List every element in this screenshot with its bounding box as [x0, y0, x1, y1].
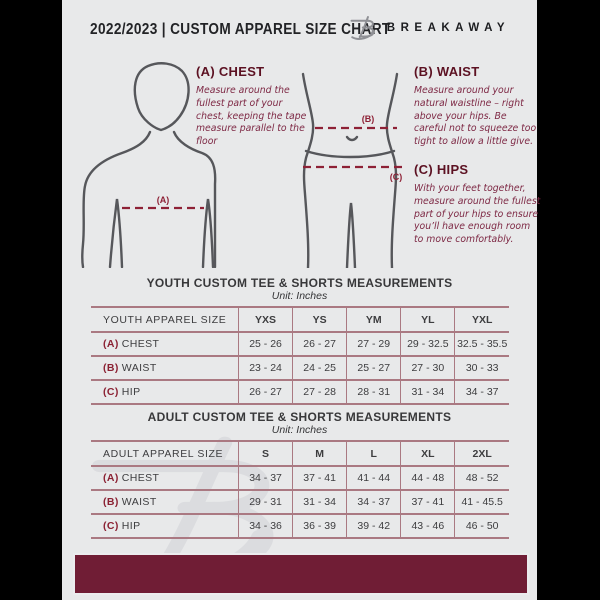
row-label: WAIST: [121, 362, 157, 374]
page-title: 2022/2023 | CUSTOM APPAREL SIZE CHART: [90, 21, 391, 38]
youth-section-title: YOUTH CUSTOM TEE & SHORTS MEASUREMENTS: [146, 276, 453, 290]
brand-name: BREAKAWAY: [386, 21, 510, 34]
row-label: HIP: [121, 520, 141, 532]
breakaway-b-logo-icon: [350, 14, 380, 41]
table-cell: 25 - 27: [347, 356, 401, 380]
hips-guide-text: With your feet together, measure around the fullest part of your hips to ensure you’ll have enough room to move comfortably.: [414, 183, 541, 246]
waist-guide-text: Measure around your natural waistline – right above your hips. Be careful not to squeeze too tight to allow a little give.: [414, 85, 537, 148]
table-cell: 48 - 52: [455, 466, 509, 490]
table-cell: 28 - 31: [347, 380, 401, 404]
youth-waist-label: [91, 356, 239, 380]
table-cell: 29 - 32.5: [401, 332, 455, 356]
table-cell: 24 - 25: [293, 356, 347, 380]
table-cell: 23 - 24: [239, 356, 293, 380]
row-label: WAIST: [121, 496, 157, 508]
adult-section-unit: Unit: Inches: [271, 424, 328, 436]
adult-size-2xl: 2XL: [455, 441, 509, 466]
table-cell: 26 - 27: [293, 332, 347, 356]
chest-guide-heading: (A) CHEST: [196, 64, 265, 79]
row-prefix: (B): [103, 362, 119, 374]
waist-line-label: (B): [361, 114, 375, 124]
youth-section-unit: Unit: Inches: [271, 290, 328, 302]
adult-chest-row: [91, 466, 509, 490]
adult-hip-label: [91, 514, 239, 538]
row-label: HIP: [121, 386, 141, 398]
row-label: CHEST: [121, 472, 160, 484]
hips-guide-heading: (C) HIPS: [414, 162, 469, 177]
table-cell: 46 - 50: [455, 514, 509, 538]
table-cell: 34 - 37: [455, 380, 509, 404]
table-cell: 41 - 44: [347, 466, 401, 490]
row-prefix: (C): [103, 386, 119, 398]
chest-line-label: (A): [156, 195, 170, 205]
adult-size-s: S: [239, 441, 293, 466]
youth-waist-row: [91, 356, 509, 380]
row-prefix: (B): [103, 496, 119, 508]
table-cell: 37 - 41: [293, 466, 347, 490]
hips-guide: [414, 162, 542, 247]
youth-size-yl: YL: [401, 307, 455, 332]
table-cell: 37 - 41: [401, 490, 455, 514]
table-cell: 39 - 42: [347, 514, 401, 538]
youth-chest-row: [91, 332, 509, 356]
table-cell: 26 - 27: [239, 380, 293, 404]
adult-chest-label: [91, 466, 239, 490]
hips-line-label: (C): [389, 172, 403, 182]
chest-guide-text: Measure around the fullest part of your chest, keeping the tape measure parallel to the floor: [196, 85, 307, 148]
adult-corner-label: ADULT APPAREL SIZE: [91, 441, 239, 466]
table-cell: 44 - 48: [401, 466, 455, 490]
table-cell: 27 - 28: [293, 380, 347, 404]
row-prefix: (A): [103, 338, 119, 350]
adult-size-xl: XL: [401, 441, 455, 466]
youth-size-table: [91, 306, 509, 405]
chest-guide: [196, 64, 308, 149]
youth-size-yxl: YXL: [455, 307, 509, 332]
youth-header-row: [91, 307, 509, 332]
adult-header-row: [91, 441, 509, 466]
table-cell: 34 - 37: [347, 490, 401, 514]
brand-lockup: [350, 14, 510, 41]
lower-body-diagram: [293, 60, 407, 268]
waist-guide: [414, 64, 538, 149]
adult-size-l: L: [347, 441, 401, 466]
table-cell: 27 - 30: [401, 356, 455, 380]
adult-size-m: M: [293, 441, 347, 466]
table-cell: 27 - 29: [347, 332, 401, 356]
youth-corner-label: YOUTH APPAREL SIZE: [91, 307, 239, 332]
table-cell: 25 - 26: [239, 332, 293, 356]
table-cell: 31 - 34: [401, 380, 455, 404]
youth-size-ym: YM: [347, 307, 401, 332]
table-cell: 41 - 45.5: [455, 490, 509, 514]
row-label: CHEST: [121, 338, 160, 350]
adult-section-title: ADULT CUSTOM TEE & SHORTS MEASUREMENTS: [147, 410, 452, 424]
youth-size-yxs: YXS: [239, 307, 293, 332]
table-cell: 34 - 36: [239, 514, 293, 538]
table-cell: 43 - 46: [401, 514, 455, 538]
table-cell: 36 - 39: [293, 514, 347, 538]
row-prefix: (A): [103, 472, 119, 484]
adult-waist-label: [91, 490, 239, 514]
youth-size-ys: YS: [293, 307, 347, 332]
adult-hip-row: [91, 514, 509, 538]
table-cell: 29 - 31: [239, 490, 293, 514]
table-cell: 34 - 37: [239, 466, 293, 490]
page: [62, 0, 541, 600]
adult-waist-row: [91, 490, 509, 514]
row-prefix: (C): [103, 520, 119, 532]
youth-chest-label: [91, 332, 239, 356]
table-cell: 31 - 34: [293, 490, 347, 514]
adult-size-table: [91, 440, 509, 539]
footer-bar: [73, 553, 529, 595]
youth-hip-row: [91, 380, 509, 404]
table-cell: 30 - 33: [455, 356, 509, 380]
waist-guide-heading: (B) WAIST: [414, 64, 480, 79]
table-cell: 32.5 - 35.5: [455, 332, 509, 356]
youth-hip-label: [91, 380, 239, 404]
